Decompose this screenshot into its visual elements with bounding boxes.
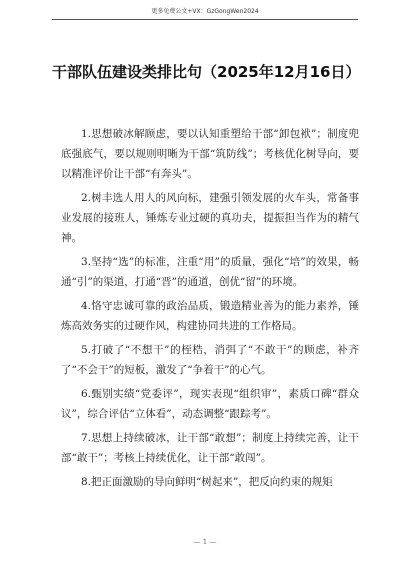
page-number: — 1 —: [193, 538, 217, 546]
paragraph-1: 1.思想破冰解顾虑，要以认知重塑给干部“卸包袱”；制度兜底强底气，要以规则明晰为干部“筑防线”；考核优化树导向，要以精准评价让干部“有奔头”。: [61, 128, 359, 180]
header-note: 更多免费公文+VX：GzGongWen2024: [151, 8, 259, 15]
paragraph-2: 2.树丰选人用人的风向标，建强引领发展的火车头，常备事业发展的接班人，锤炼专业过硬的真功夫，提振担当作为的精气神。: [61, 192, 359, 244]
paragraph-7: 7.思想上持续破冰，让干部“敢想”；制度上持续完善，让干部“敢干”；考核上持续优化，让干部“敢闯”。: [61, 432, 359, 464]
paragraph-6: 6.甄别实绩“党委评”，现实表现“组织审”，素质口碑“群众议”，综合评估“立体看”，动态调整“跟踪考”。: [61, 388, 359, 420]
paragraph-3: 3.坚持“选”的标准，注重“用”的质量，强化“培”的效果，畅通“引”的渠道，打通“晋”的通道，创优“留”的环境。: [61, 256, 359, 288]
header-divider: [52, 19, 358, 20]
paragraph-5: 5.打破了“不想干”的桎梏，消弭了“不敢干”的顾虑，补齐了“不会干”的短板，激发了“争着干”的心气。: [61, 344, 359, 376]
document-title: 干部队伍建设类排比句（2025年12月16日）: [52, 63, 361, 81]
paragraph-8: 8.把正面激励的导向鲜明“树起来”，把反向约束的规矩: [81, 476, 333, 488]
document-body: [61, 124, 359, 524]
paragraph-4: 4.恪守忠诚可靠的政治品质，锻造精业善为的能力素养，锤炼高效务实的过硬作风，构建协同共进的工作格局。: [61, 300, 359, 332]
